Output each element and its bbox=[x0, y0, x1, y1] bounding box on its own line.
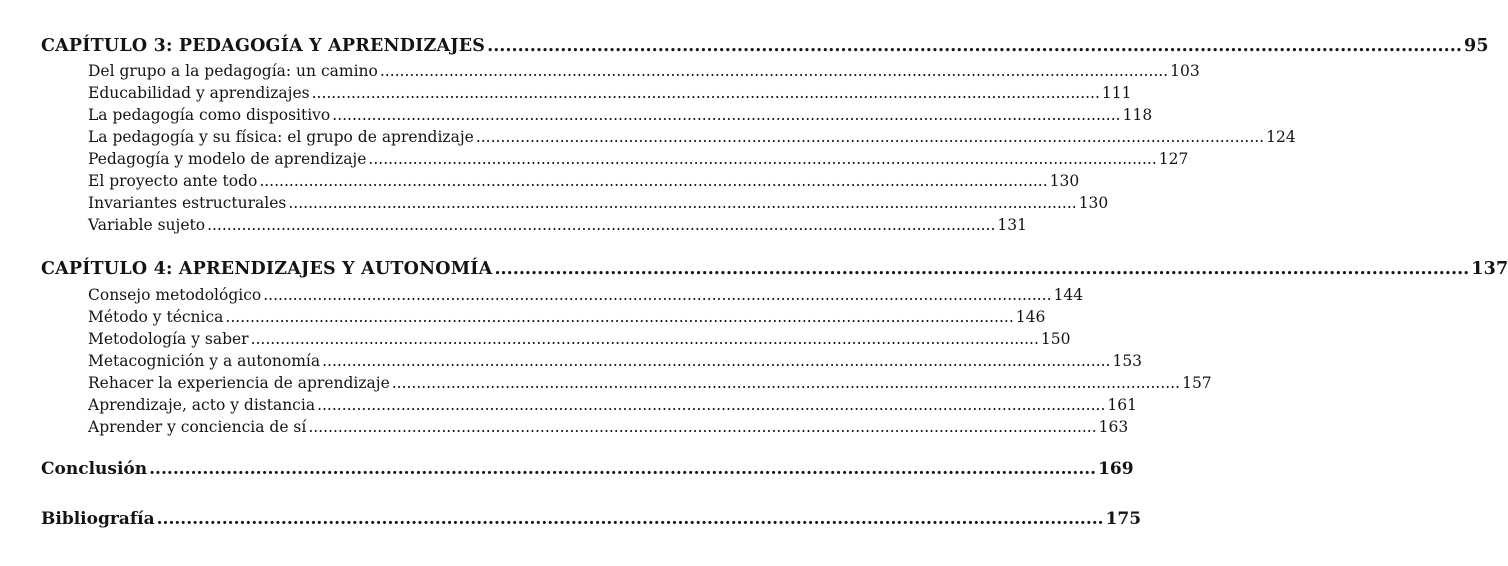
entry-page-number: 163 bbox=[1098, 418, 1129, 436]
entry-page-number: 157 bbox=[1182, 374, 1212, 392]
toc-entry bbox=[88, 308, 1046, 326]
toc-entry bbox=[88, 352, 1143, 370]
entry-title: Aprendizaje, acto y distancia bbox=[88, 396, 316, 414]
leader-dots: ................................................................................................................................................................ bbox=[149, 459, 1097, 479]
entry-title: Metodología y saber bbox=[88, 330, 249, 348]
toc-entry bbox=[88, 374, 1212, 392]
toc-entry bbox=[88, 396, 1137, 414]
entry-title: Invariantes estructurales bbox=[88, 194, 287, 212]
leader-dots: ................................................................................................................................................................ bbox=[259, 172, 1048, 190]
entry-title: La pedagogía y su física: el grupo de aprendizaje bbox=[88, 128, 474, 146]
section-title: Bibliografía bbox=[41, 509, 155, 529]
entry-page-number: 146 bbox=[1015, 308, 1046, 326]
entry-page-number: 130 bbox=[1049, 172, 1080, 190]
leader-dots: ................................................................................................................................................................ bbox=[156, 509, 1104, 529]
leader-dots: ................................................................................................................................................................ bbox=[311, 84, 1100, 102]
leader-dots: ................................................................................................................................................................ bbox=[487, 36, 1462, 56]
toc-entry bbox=[88, 172, 1080, 190]
entry-title: Consejo metodológico bbox=[88, 286, 262, 304]
leader-dots: ................................................................................................................................................................ bbox=[225, 308, 1014, 326]
toc-entry bbox=[88, 106, 1153, 124]
toc-entry bbox=[88, 330, 1071, 348]
section-page-number: 169 bbox=[1098, 459, 1134, 479]
leader-dots: ................................................................................................................................................................ bbox=[263, 286, 1052, 304]
chapter-title: CAPÍTULO 4: APRENDIZAJES Y AUTONOMÍA bbox=[41, 259, 493, 279]
chapter-3-heading bbox=[41, 36, 1489, 56]
chapter-page-number: 95 bbox=[1463, 36, 1489, 56]
entry-page-number: 130 bbox=[1078, 194, 1109, 212]
leader-dots: ................................................................................................................................................................ bbox=[368, 150, 1157, 168]
leader-dots: ................................................................................................................................................................ bbox=[475, 128, 1265, 146]
conclusion-heading bbox=[41, 459, 1134, 479]
entry-title: Aprender y conciencia de sí bbox=[88, 418, 307, 436]
section-page-number: 175 bbox=[1105, 509, 1142, 529]
entry-title: El proyecto ante todo bbox=[88, 172, 258, 190]
entry-title: Del grupo a la pedagogía: un camino bbox=[88, 62, 378, 80]
toc-entry bbox=[88, 194, 1109, 212]
bibliography-heading bbox=[41, 509, 1142, 529]
entry-title: Educabilidad y aprendizajes bbox=[88, 84, 310, 102]
toc-entry bbox=[88, 150, 1189, 168]
toc-entry bbox=[88, 84, 1132, 102]
entry-title: Pedagogía y modelo de aprendizaje bbox=[88, 150, 367, 168]
leader-dots: ................................................................................................................................................................ bbox=[322, 352, 1111, 370]
entry-page-number: 144 bbox=[1053, 286, 1084, 304]
section-title: Conclusión bbox=[41, 459, 148, 479]
leader-dots: ................................................................................................................................................................ bbox=[308, 418, 1097, 436]
leader-dots: ................................................................................................................................................................ bbox=[288, 194, 1077, 212]
entry-title: Método y técnica bbox=[88, 308, 224, 326]
leader-dots: ................................................................................................................................................................ bbox=[317, 396, 1106, 414]
entry-page-number: 127 bbox=[1158, 150, 1189, 168]
entry-page-number: 103 bbox=[1170, 62, 1200, 80]
chapter-4-heading bbox=[41, 259, 1508, 279]
entry-page-number: 111 bbox=[1101, 84, 1132, 102]
entry-title: Rehacer la experiencia de aprendizaje bbox=[88, 374, 390, 392]
toc-entry bbox=[88, 286, 1084, 304]
entry-page-number: 153 bbox=[1112, 352, 1143, 370]
entry-page-number: 118 bbox=[1122, 106, 1153, 124]
chapter-page-number: 137 bbox=[1471, 259, 1508, 279]
entry-title: Metacognición y a autonomía bbox=[88, 352, 321, 370]
toc-entry bbox=[88, 216, 1027, 234]
chapter-title: CAPÍTULO 3: PEDAGOGÍA Y APRENDIZAJES bbox=[41, 36, 486, 56]
entry-page-number: 150 bbox=[1040, 330, 1071, 348]
leader-dots: ................................................................................................................................................................ bbox=[494, 259, 1470, 279]
entry-page-number: 161 bbox=[1107, 396, 1137, 414]
entry-page-number: 131 bbox=[997, 216, 1027, 234]
leader-dots: ................................................................................................................................................................ bbox=[332, 106, 1121, 124]
leader-dots: ................................................................................................................................................................ bbox=[391, 374, 1181, 392]
entry-page-number: 124 bbox=[1266, 128, 1296, 146]
leader-dots: ................................................................................................................................................................ bbox=[379, 62, 1169, 80]
leader-dots: ................................................................................................................................................................ bbox=[250, 330, 1039, 348]
leader-dots: ................................................................................................................................................................ bbox=[207, 216, 996, 234]
entry-title: Variable sujeto bbox=[88, 216, 206, 234]
entry-title: La pedagogía como dispositivo bbox=[88, 106, 331, 124]
toc-entry bbox=[88, 62, 1200, 80]
toc-entry bbox=[88, 128, 1296, 146]
toc-entry bbox=[88, 418, 1129, 436]
